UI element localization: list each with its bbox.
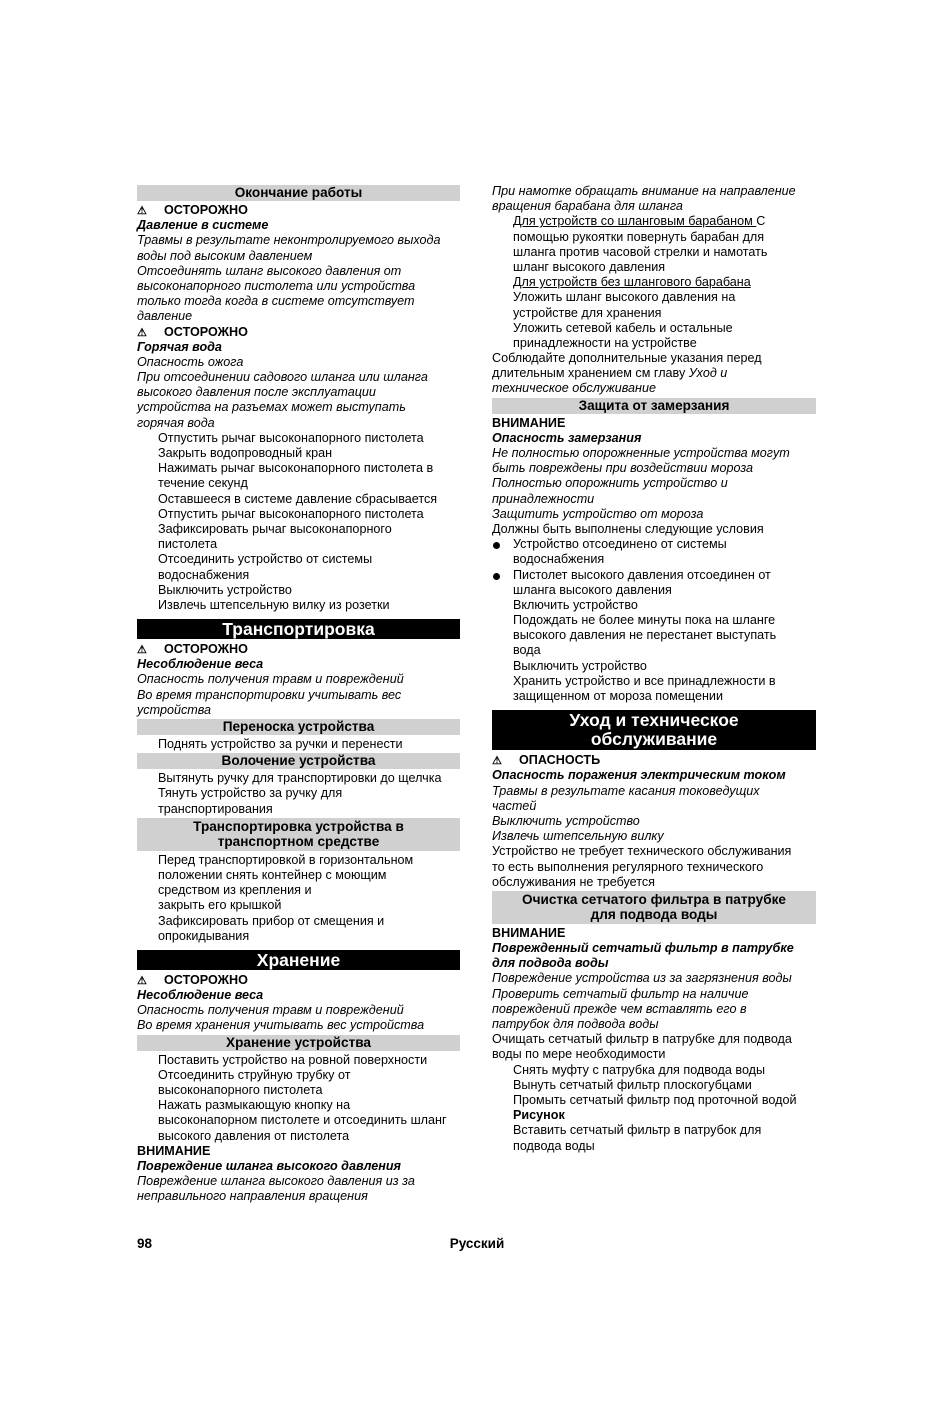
line-text: Снять муфту с патрубка для подвода воды [513,1062,766,1077]
line-text: Давление в системе [137,218,269,233]
line-text: Отсоединить струйную трубку от [158,1067,351,1082]
text-line [137,370,460,385]
text-line [492,1017,816,1032]
line-text: пистолета [158,537,218,552]
line-text: Поставить устройство на ровной поверхности [158,1052,428,1067]
line-text: давление [137,309,193,324]
heading-line: Хранение устройства [226,1034,371,1050]
text-line [492,199,816,214]
line-text: Нажать размыкающую кнопку на [158,1098,351,1113]
line-text: Выключить устройство [513,658,647,673]
line-text: положении снять контейнер с моющим [158,867,387,882]
line-text: повреждений прежде чем вставлять его в [492,1001,747,1016]
text-line [492,1139,816,1154]
line-text: Подождать не более минуты пока на шланге [513,613,776,628]
text-line [492,552,816,567]
heading-line: Хранение [256,949,341,970]
line-text: Несоблюдение веса [137,988,264,1003]
heading-line: Транспортировка устройства в [193,818,404,834]
line-text: Опасность поражения электрическим током [492,768,786,783]
line-text: закрыть его крышкой [158,898,282,913]
line-text: Проверить сетчатый фильтр на наличие [492,986,749,1001]
line-text: принадлежности на устройстве [513,335,697,350]
text-line [492,659,816,674]
text-line [137,583,460,598]
line-text: быть повреждены при воздействии мороза [492,461,754,476]
text-line [137,340,460,355]
underlined-text: Для устройств без шлангового барабана [513,275,751,290]
text-line [137,868,460,883]
line-text: Во время хранения учитывать вес устройства [137,1018,425,1033]
warning-triangle-icon: ⚠ [137,205,147,217]
text-line [137,1053,460,1068]
text-line [492,507,816,522]
warning-label [137,973,460,988]
text-line [137,929,460,944]
text-line [492,674,816,689]
text-line [492,814,816,829]
line-text: Опасность получения травм и повреждений [137,672,404,687]
bullet-icon [493,573,500,580]
line-text: то есть выполнения регулярного технического [492,859,764,874]
line-text: Травмы в результате неконтролируемого выхода [137,233,441,248]
text-line [137,400,460,415]
line-text: Опасность замерзания [492,430,642,445]
line-text: Вытянуть ручку для транспортировки до щелчка [158,771,442,786]
italic-reference: Уход и [688,366,728,381]
text-line [492,583,816,598]
section-heading [137,185,460,201]
section-heading [137,1035,460,1051]
text-line [492,476,816,491]
text-line [492,260,816,275]
line-text: длительным хранением см главу [492,366,689,381]
line-text: шланга против часовой стрелки и намотать [513,244,768,259]
line-text: С [756,214,766,229]
text-line [492,431,816,446]
warning-text: ОСТОРОЖНО [164,324,248,339]
text-line [137,1144,460,1159]
text-line [137,446,460,461]
line-text: вращения барабана для шланга [492,199,683,214]
text-line [137,264,460,279]
line-text: Вынуть сетчатый фильтр плоскогубцами [513,1077,752,1092]
text-line [137,431,460,446]
text-line [492,1032,816,1047]
line-text: водоснабжения [158,567,250,582]
text-line [492,1123,816,1138]
text-line [137,1098,460,1113]
line-text: Опасность ожога [137,354,244,369]
line-text: Во время транспортировки учитывать вес [137,687,402,702]
text-line [492,336,816,351]
heading-line: для подвода воды [590,907,718,923]
text-line [492,184,816,199]
chapter-heading [492,710,816,750]
text-line [137,1113,460,1128]
bullet-item [492,537,816,552]
text-line [137,657,460,672]
text-line [137,416,460,431]
section-heading [137,753,460,769]
line-text: Повреждение устройства из за загрязнения воды [492,971,792,986]
right-column [492,184,816,1154]
heading-line: Волочение устройства [221,753,376,769]
text-line [137,802,460,817]
line-text: патрубок для подвода воды [492,1017,659,1031]
line-text: защищенном от мороза помещении [513,689,724,703]
text-line [137,279,460,294]
line-text: устройства [137,702,212,717]
text-line [137,1083,460,1098]
text-line [137,218,460,233]
chapter-heading [137,950,460,970]
warning-text: ОПАСНОСТЬ [519,753,601,768]
line-text: Тянуть устройство за ручку для [158,786,343,801]
text-line [137,883,460,898]
section-heading [492,398,816,414]
text-line [492,245,816,260]
text-line [492,956,816,971]
line-text: ВНИМАНИЕ [492,415,566,430]
line-text: Перед транспортировкой в горизонтальном [158,852,414,867]
line-text: ВНИМАНИЕ [137,1143,211,1158]
line-text: Поднять устройство за ручки и перенести [158,737,403,751]
line-text: Очищать сетчатый фильтр в патрубке для подвода [492,1032,792,1047]
heading-line: транспортном средстве [217,834,380,850]
line-text: высоконапорном пистолете и отсоединить шланг [158,1113,447,1128]
text-line [492,1047,816,1062]
text-line [137,1129,460,1144]
line-text: подвода воды [513,1138,595,1153]
warning-text: ОСТОРОЖНО [164,972,248,987]
line-text: Выключить устройство [492,813,640,828]
warning-triangle-icon: ⚠ [137,326,147,339]
line-text: опрокидывания [158,928,250,943]
line-text: помощью рукоятки повернуть барабан для [513,229,765,244]
text-line [492,1002,816,1017]
line-text: Выключить устройство [158,582,292,597]
line-text: неправильного направления вращения [137,1189,368,1204]
text-line [492,351,816,366]
line-text: Устройство не требует технического обслуживания [492,844,792,859]
text-line [492,643,816,658]
line-text: воды под высоким давлением [137,248,313,263]
text-line [492,416,816,431]
line-text: Травмы в результате касания токоведущих [492,783,760,798]
line-text: высокого давления не перестанет выступать [513,628,777,643]
line-text: При намотке обращать внимание на направление [492,184,796,198]
text-line [492,768,816,783]
text-line [492,784,816,799]
line-text: высоконапорного пистолета [158,1083,323,1097]
heading-line: Уход и техническое [569,710,739,731]
text-line [137,309,460,324]
text-line [137,1003,460,1018]
line-text: При отсоединении садового шланга или шланга [137,370,428,385]
warning-label [137,325,460,340]
text-line [137,853,460,868]
bullet-icon [493,542,500,549]
line-text: Защитить устройство от мороза [492,506,704,521]
bullet-item [492,568,816,583]
text-line [137,771,460,786]
page-number: 98 [137,1236,153,1251]
heading-line: Очистка сетчатого фильтра в патрубке [522,891,786,907]
line-text: Промыть сетчатый фильтр под проточной водой [513,1092,797,1107]
line-text: шланга высокого давления [513,582,672,597]
text-line [492,446,816,461]
warning-triangle-icon: ⚠ [137,974,147,987]
text-line [492,829,816,844]
left-column [137,184,460,1205]
text-line [492,522,816,537]
text-line [137,355,460,370]
line-text: Вставить сетчатый фильтр в патрубок для [513,1123,762,1138]
line-text: Отсоединить устройство от системы [158,552,373,567]
warning-triangle-icon: ⚠ [137,644,147,657]
heading-line: Защита от замерзания [578,397,730,413]
line-text: ВНИМАНИЕ [492,925,566,940]
text-line [137,385,460,400]
line-text: Повреждение шланга высокого давления из за [137,1174,415,1189]
warning-label [492,753,816,768]
text-line [137,476,460,491]
line-text: транспортирования [158,801,273,816]
text-line [492,875,816,890]
text-line [492,598,816,613]
text-line [492,860,816,875]
text-line [137,233,460,248]
text-line [137,1159,460,1174]
warning-triangle-icon: ⚠ [492,755,502,768]
line-text: высоконапорного пистолета или устройства [137,278,416,293]
line-text: Несоблюдение веса [137,657,264,672]
heading-line: Переноска устройства [222,719,375,734]
heading-line: Транспортировка [222,619,375,640]
text-line [492,1063,816,1078]
text-line [492,689,816,704]
text-line [492,1078,816,1093]
line-text: Поврежденный сетчатый фильтр в патрубке [492,941,794,956]
line-text: водоснабжения [513,552,605,567]
text-line [137,598,460,613]
footer-language: Русский [449,1236,505,1251]
text-line [137,522,460,537]
text-line [137,1174,460,1189]
line-text: устройстве для хранения [513,305,662,320]
page-footer [137,1236,817,1254]
text-line [137,552,460,567]
heading-line: Окончание работы [234,185,363,200]
text-line [137,461,460,476]
text-line [492,366,816,381]
line-text: Оставшееся в системе давление сбрасывается [158,491,438,506]
line-text: только тогда когда в системе отсутствует [137,294,415,309]
text-line [137,537,460,552]
text-line [492,461,816,476]
text-line [137,1189,460,1204]
line-text: Хранить устройство и все принадлежности в [513,673,776,688]
text-line [137,249,460,264]
text-line [492,381,816,396]
text-line [492,492,816,507]
line-text: Извлечь штепсельную вилку [492,829,664,844]
line-text: для подвода воды [492,956,609,971]
underlined-text: Для устройств со шланговым барабаном [513,214,757,229]
warning-text: ОСТОРОЖНО [164,642,248,657]
line-text: Должны быть выполнены следующие условия [492,521,764,536]
text-line [492,214,816,229]
text-line [492,987,816,1002]
text-line [492,1093,816,1108]
section-heading [137,719,460,735]
line-text: Соблюдайте дополнительные указания перед [492,351,762,366]
line-text: Закрыть водопроводный кран [158,446,333,460]
line-text: Горячая вода [137,339,222,354]
text-line [137,492,460,507]
text-line [137,1068,460,1083]
line-text: воды по мере необходимости [492,1047,666,1062]
text-line [492,613,816,628]
text-line [492,290,816,305]
text-line [137,988,460,1003]
line-text: частей [492,798,537,813]
heading-line: обслуживание [590,729,718,750]
line-text: Отсоединять шланг высокого давления от [137,263,402,278]
line-text: Включить устройство [513,597,638,612]
line-text: течение секунд [158,476,248,491]
warning-label [137,642,460,657]
line-text: Опасность получения травм и повреждений [137,1003,404,1018]
text-line [137,507,460,522]
warning-text: ОСТОРОЖНО [164,203,248,217]
line-text: Не полностью опорожненные устройства могут [492,446,790,460]
line-text: шланг высокого давления [513,259,666,274]
text-line [137,898,460,913]
line-text: Зафиксировать прибор от смещения и [158,913,385,928]
line-text: Рисунок [513,1108,565,1123]
line-text: Полностью опорожнить устройство и [492,476,728,491]
line-text: Зафиксировать рычаг высоконапорного [158,521,392,536]
line-text: устройства на разъемах может выступать [137,400,406,415]
text-line [137,568,460,583]
text-line [137,688,460,703]
text-line [492,275,816,290]
line-text: техническое обслуживание [492,381,656,396]
text-line [137,737,460,752]
text-line [492,230,816,245]
line-text: Уложить сетевой кабель и остальные [513,320,733,335]
text-line [492,941,816,956]
text-line [492,971,816,986]
line-text: Извлечь штепсельную вилку из розетки [158,597,390,612]
line-text: обслуживания не требуется [492,874,655,889]
text-line [137,786,460,801]
bullet-text: Устройство отсоединено от системы [513,537,727,552]
text-line [137,914,460,929]
line-text: горячая вода [137,415,215,430]
line-text: высокого давления от пистолета [158,1128,350,1143]
section-heading [137,818,460,851]
line-text: вода [513,643,541,658]
section-heading [492,891,816,924]
text-line [137,672,460,687]
text-line [137,703,460,718]
warning-label [137,203,460,218]
text-line [492,321,816,336]
text-line [137,1018,460,1033]
text-line [492,306,816,321]
line-text: принадлежности [492,491,595,506]
line-text: Отпустить рычаг высоконапорного пистолета [158,506,424,521]
line-text: Отпустить рычаг высоконапорного пистолета [158,430,424,445]
line-text: средством из крепления и [158,883,312,898]
bullet-text: Пистолет высокого давления отсоединен от [513,567,771,582]
text-line [492,799,816,814]
text-line [492,628,816,643]
text-line [492,926,816,941]
text-line [137,294,460,309]
text-line [492,1108,816,1123]
line-text: Повреждение шланга высокого давления [137,1158,401,1173]
line-text: Нажимать рычаг высоконапорного пистолета в [158,461,434,476]
text-line [492,844,816,859]
line-text: высокого давления после эксплуатации [137,385,376,400]
chapter-heading [137,619,460,639]
line-text: Уложить шланг высокого давления на [513,290,736,305]
